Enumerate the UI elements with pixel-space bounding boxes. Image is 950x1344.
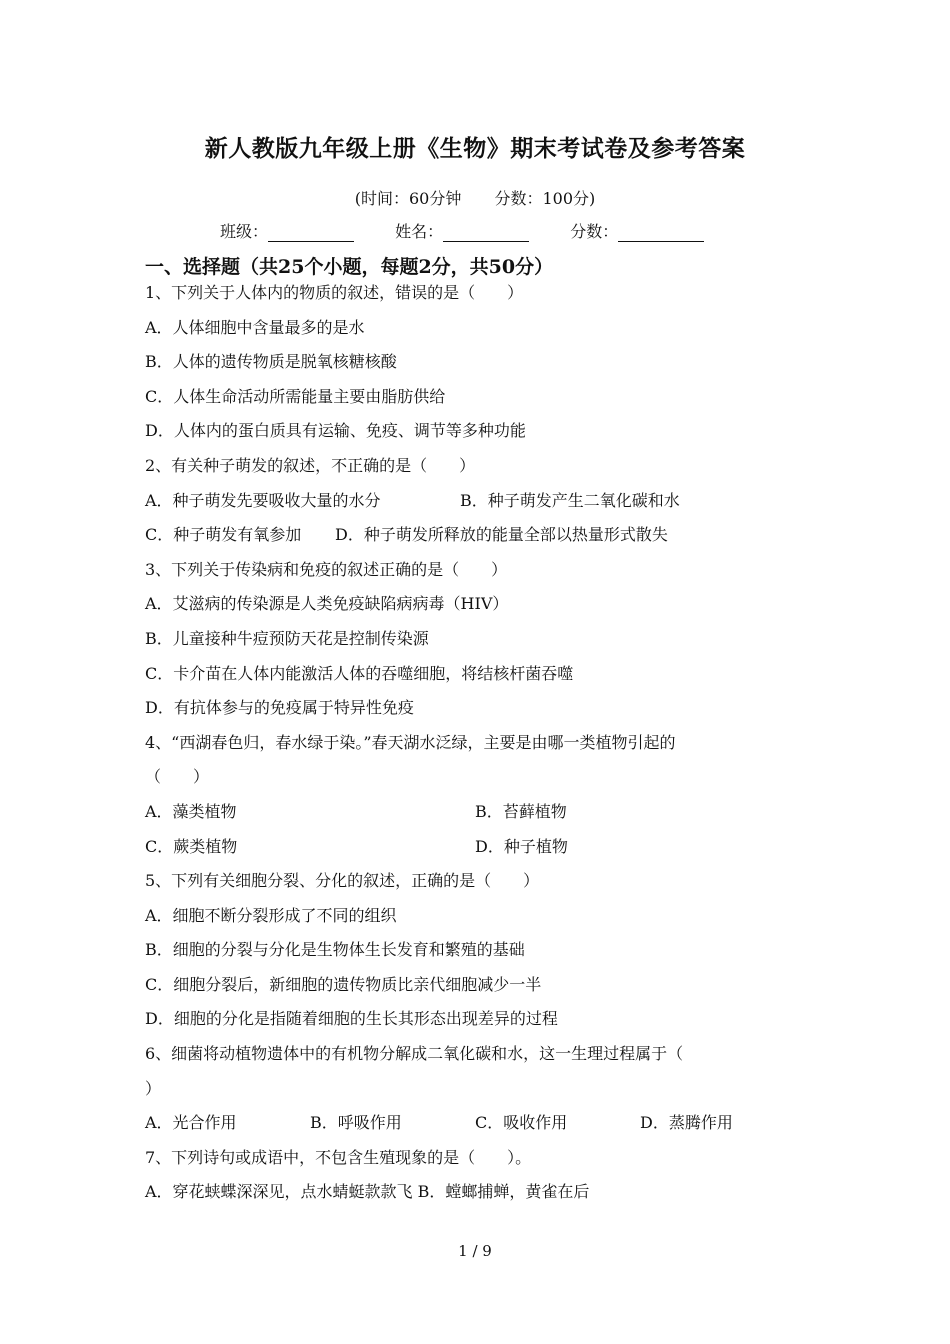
option: C．种子萌发有氧参加 [145,525,302,545]
question-stem: 4、“西湖春色归，春水绿于染。”春天湖水泛绿，主要是由哪一类植物引起的 [145,732,676,752]
question-stem: 7、下列诗句或成语中，不包含生殖现象的是（ ）。 [145,1147,532,1167]
option: C．蕨类植物 [145,836,238,856]
option: B．苔藓植物 [475,801,567,821]
question-list [145,276,815,1210]
option: B．种子萌发产生二氧化碳和水 [460,490,680,510]
option: A．种子萌发先要吸收大量的水分 [145,490,381,510]
option-row [145,484,815,519]
question-stem-continued: ） [145,1078,162,1098]
option: B．儿童接种牛痘预防天花是控制传染源 [145,628,429,648]
option: B．呼吸作用 [310,1113,402,1133]
option-row [145,830,815,865]
option-row [145,1106,815,1141]
score-blank [618,223,704,242]
option: D．蒸腾作用 [640,1113,733,1133]
option: C．人体生命活动所需能量主要由脂肪供给 [145,386,446,406]
name-blank [443,223,529,242]
option: B．人体的遗传物质是脱氧核糖核酸 [145,352,397,372]
question-stem-continued: （ ） [145,767,210,787]
option: D．人体内的蛋白质具有运输、免疫、调节等多种功能 [145,421,526,441]
section-heading: 一、选择题（共25个小题，每题2分，共50分） [145,256,554,278]
option: A．艾滋病的传染源是人类免疫缺陷病病毒（HIV） [145,594,509,614]
option: A．藻类植物 [145,801,237,821]
question-stem: 3、下列关于传染病和免疫的叙述正确的是（ ） [145,559,508,579]
page-number: 1 / 9 [458,1242,492,1260]
option: C．卡介苗在人体内能激活人体的吞噬细胞，将结核杆菌吞噬 [145,663,574,683]
question-stem: 5、下列有关细胞分裂、分化的叙述，正确的是（ ） [145,871,540,891]
option: C．细胞分裂后，新细胞的遗传物质比亲代细胞减少一半 [145,974,542,994]
class-blank [268,223,354,242]
option-row [145,518,815,553]
question-stem: 6、细菌将动植物遗体中的有机物分解成二氧化碳和水，这一生理过程属于（ [145,1044,684,1064]
option: A．细胞不断分裂形成了不同的组织 [145,905,397,925]
option: D．种子植物 [475,836,568,856]
question-stem: 1、下列关于人体内的物质的叙述，错误的是（ ） [145,283,524,302]
option: B．细胞的分裂与分化是生物体生长发育和繁殖的基础 [145,940,525,960]
option: D．细胞的分化是指随着细胞的生长其形态出现差异的过程 [145,1009,558,1029]
option: B．螳螂捕蝉，黄雀在后 [417,1182,590,1202]
option: D．种子萌发所释放的能量全部以热量形式散失 [335,525,668,545]
question-stem: 2、有关种子萌发的叙述，不正确的是（ ） [145,455,476,475]
score-field: 分数： [570,219,704,242]
option-row [145,1175,815,1210]
option: C．吸收作用 [475,1113,568,1133]
exam-total-score: 分数：100分) [494,189,596,208]
class-field: 班级： [220,219,354,242]
name-field: 姓名： [395,219,529,242]
option: A．穿花蛱蝶深深见，点水蜻蜓款款飞 [145,1182,413,1202]
option: A．光合作用 [145,1113,237,1133]
option: A．人体细胞中含量最多的是水 [145,317,365,337]
option: D．有抗体参与的免疫属于特异性免疫 [145,698,414,718]
page-title: 新人教版九年级上册《生物》期末考试卷及参考答案 [204,135,746,162]
option-row [145,795,815,830]
exam-meta [0,186,950,209]
student-info [220,219,740,242]
exam-time: (时间：60分钟 [354,189,462,208]
